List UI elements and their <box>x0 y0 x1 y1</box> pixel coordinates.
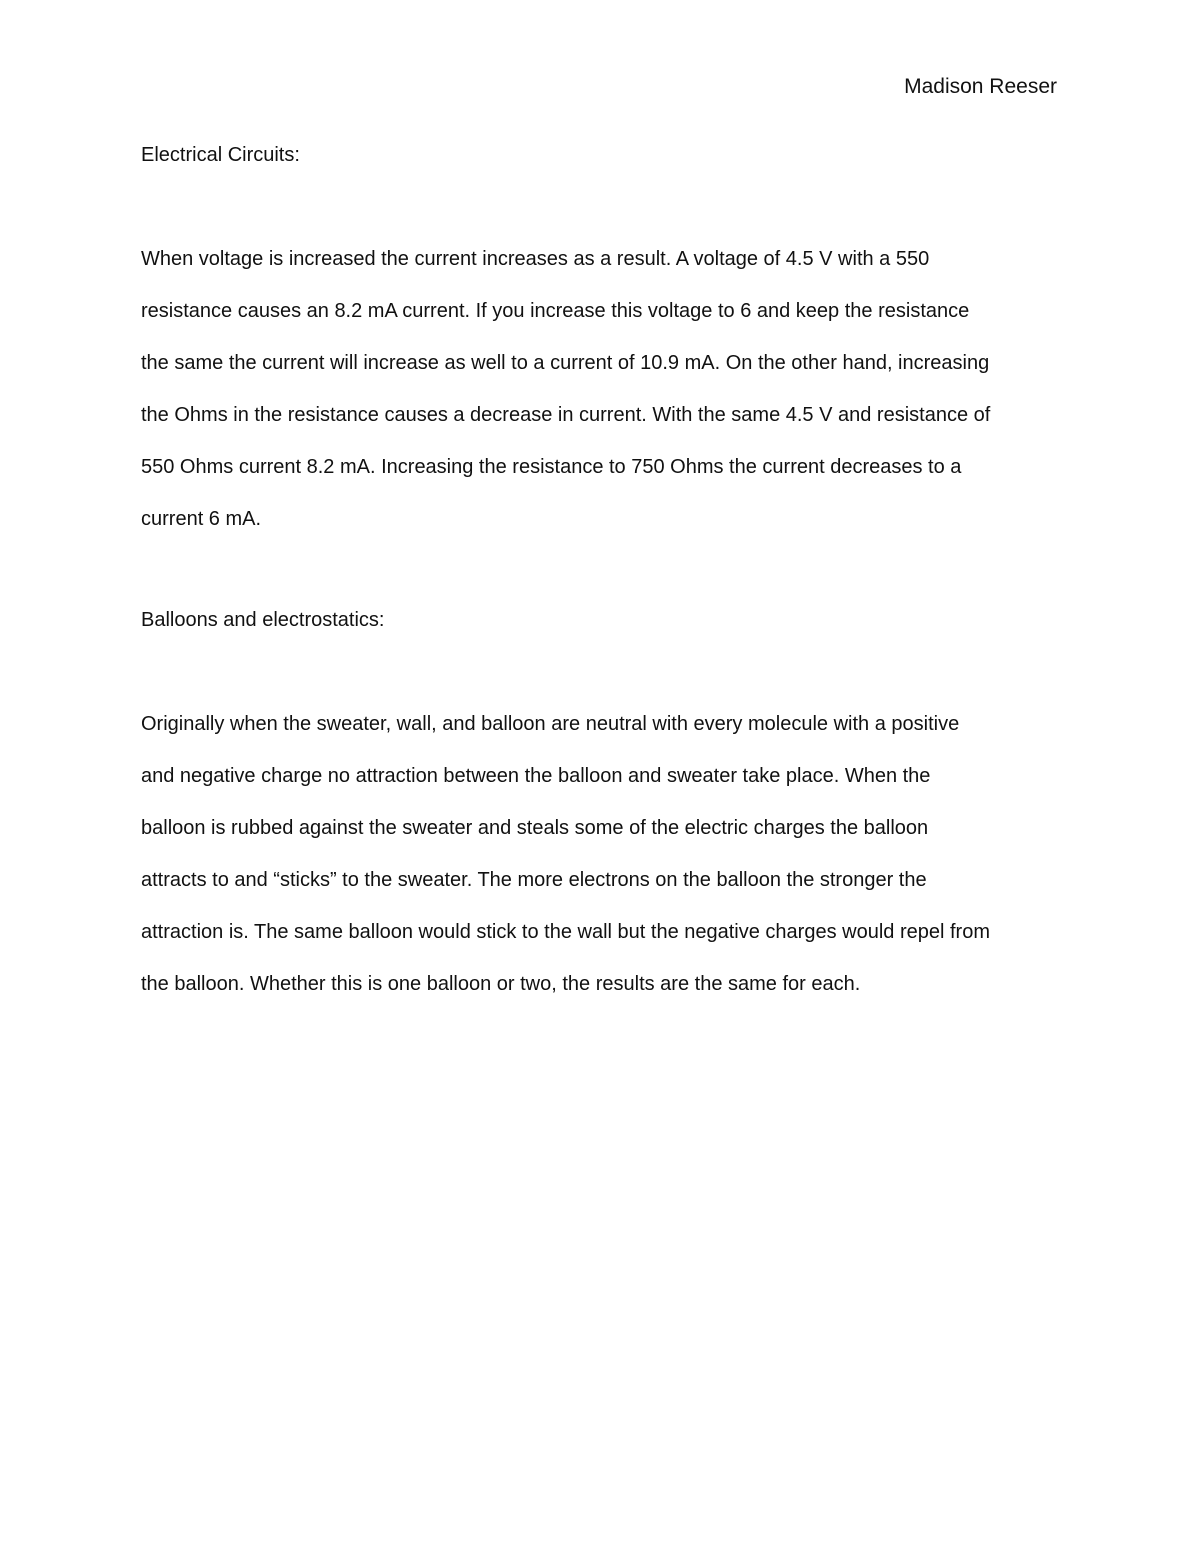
paragraph-line: and negative charge no attraction between the balloon and sweater take place. When the <box>141 765 931 787</box>
paragraph-line: When voltage is increased the current increases as a result. A voltage of 4.5 V with a 550 <box>141 248 930 270</box>
paragraph-line: current 6 mA. <box>141 508 262 530</box>
paragraph-line: attracts to and “sticks” to the sweater. The more electrons on the balloon the stronger the <box>141 869 927 891</box>
paragraph-line: resistance causes an 8.2 mA current. If you increase this voltage to 6 and keep the resistance <box>141 300 970 322</box>
section-heading-electrical-circuits: Electrical Circuits: <box>141 144 300 166</box>
paragraph-balloons <box>141 711 990 1023</box>
paragraph-line: the Ohms in the resistance causes a decrease in current. With the same 4.5 V and resistance of <box>141 404 991 426</box>
paragraph-line: attraction is. The same balloon would stick to the wall but the negative charges would repel from <box>141 921 990 943</box>
paragraph-line: balloon is rubbed against the sweater and steals some of the electric charges the balloon <box>141 817 929 839</box>
paragraph-electrical-circuits <box>141 246 990 558</box>
paragraph-line: the same the current will increase as well to a current of 10.9 mA. On the other hand, increasing <box>141 352 990 374</box>
paragraph-line: 550 Ohms current 8.2 mA. Increasing the resistance to 750 Ohms the current decreases to a <box>141 456 962 478</box>
paragraph-line: the balloon. Whether this is one balloon or two, the results are the same for each. <box>141 973 861 995</box>
section-heading-balloons: Balloons and electrostatics: <box>141 609 385 631</box>
author-name: Madison Reeser <box>904 75 1057 98</box>
paragraph-line: Originally when the sweater, wall, and balloon are neutral with every molecule with a positive <box>141 713 960 735</box>
